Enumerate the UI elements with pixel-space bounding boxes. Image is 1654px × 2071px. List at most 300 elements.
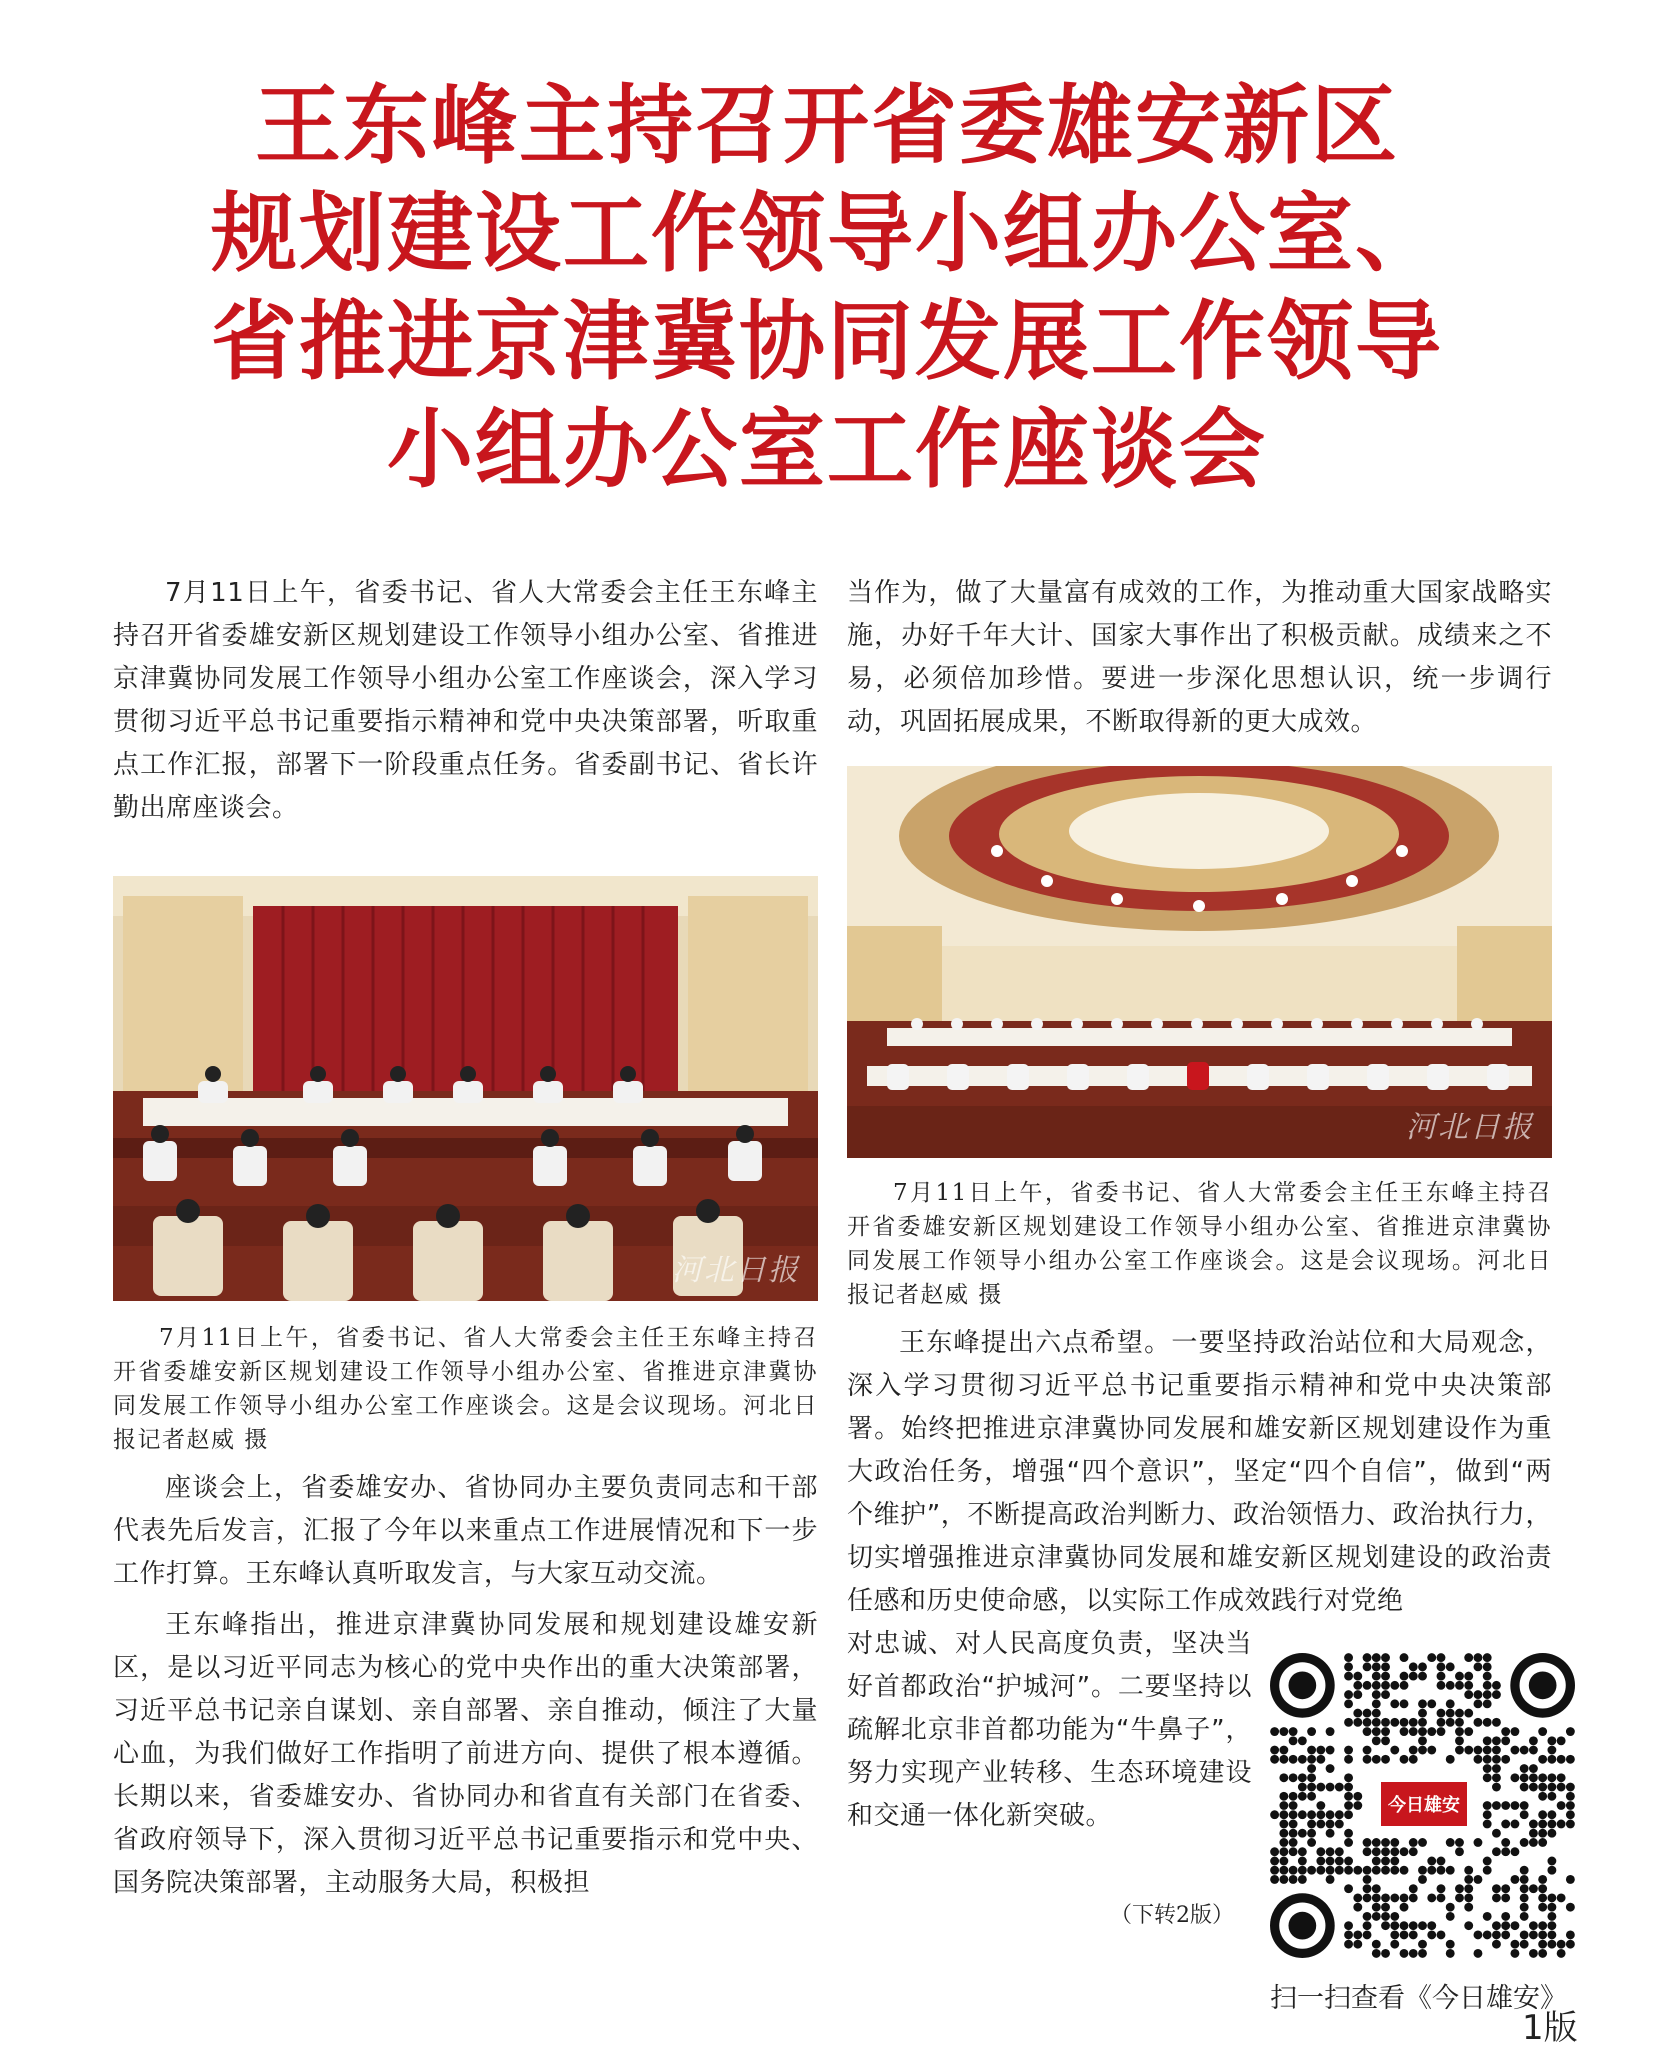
qr-module [1464,1690,1473,1699]
qr-module [1437,1884,1446,1893]
qr-module [1372,1884,1381,1893]
qr-module [1307,1783,1316,1792]
left-paragraph-3: 王东峰指出，推进京津冀协同发展和规划建设雄安新区，是以习近平同志为核心的党中央作出的重大决策部署，习近平总书记亲自谋划、亲自部署、亲自推动，倾注了大量心血，为我们做好工作指明了前进方向、提供了根本遵循。长期以来，省委雄安办、省协同办和省直有关部门在省委、省政府领导下，深入贯彻习近平总书记重要指示和党中央、国务院决策部署，主动服务大局，积极担 [113,1610,818,1898]
qr-module [1547,1866,1556,1875]
qr-module [1492,1801,1501,1810]
qr-module [1418,1727,1427,1736]
qr-module [1455,1838,1464,1847]
qr-module [1353,1940,1362,1949]
qr-module [1372,1857,1381,1866]
qr-module [1446,1709,1455,1718]
qr-module [1298,1847,1307,1856]
qr-module [1344,1653,1353,1662]
qr-module [1446,1903,1455,1912]
qr-module [1298,1773,1307,1782]
qr-module [1529,1921,1538,1930]
qr-module [1400,1949,1409,1958]
qr-module [1520,1912,1529,1921]
qr-module [1418,1949,1427,1958]
qr-module [1326,1764,1335,1773]
qr-module [1483,1820,1492,1829]
qr-module [1344,1829,1353,1838]
qr-module [1390,1866,1399,1875]
qr-module [1298,1875,1307,1884]
qr-module [1344,1690,1353,1699]
qr-module [1501,1838,1510,1847]
qr-module [1372,1847,1381,1856]
qr-module [1409,1921,1418,1930]
qr-module [1437,1709,1446,1718]
qr-module [1372,1838,1381,1847]
qr-module [1289,1875,1298,1884]
qr-module [1298,1857,1307,1866]
qr-module [1566,1810,1575,1819]
qr-module [1400,1866,1409,1875]
qr-module [1446,1681,1455,1690]
qr-module [1483,1755,1492,1764]
page-number: 1版 [1522,2008,1578,2048]
qr-module [1372,1699,1381,1708]
qr-module [1520,1903,1529,1912]
qr-module [1316,1746,1325,1755]
qr-module [1353,1893,1362,1902]
qr-module [1381,1681,1390,1690]
qr-module [1510,1847,1519,1856]
qr-module [1353,1866,1362,1875]
qr-module [1390,1746,1399,1755]
qr-module [1547,1810,1556,1819]
qr-module [1566,1903,1575,1912]
qr-module [1427,1746,1436,1755]
qr-module [1520,1866,1529,1875]
qr-module [1409,1755,1418,1764]
qr-module [1529,1783,1538,1792]
qr-module [1474,1838,1483,1847]
qr-module [1363,1709,1372,1718]
qr-module [1547,1829,1556,1838]
qr-module [1464,1903,1473,1912]
qr-module [1363,1930,1372,1939]
qr-module [1547,1912,1556,1921]
qr-module [1270,1727,1279,1736]
left-paragraph-2: 座谈会上，省委雄安办、省协同办主要负责同志和干部代表先后发言，汇报了今年以来重点工作进展情况和下一步工作打算。王东峰认真听取发言，与大家互动交流。 [113,1473,818,1589]
qr-module [1474,1930,1483,1939]
qr-module [1409,1838,1418,1847]
qr-module [1307,1755,1316,1764]
continue-note: （下转2版） [1110,1903,1234,1928]
qr-module [1279,1820,1288,1829]
qr-logo: 今日雄安 [1378,1779,1470,1829]
qr-module [1474,1875,1483,1884]
qr-module [1474,1690,1483,1699]
qr-module [1409,1718,1418,1727]
qr-module [1289,1792,1298,1801]
qr-module [1381,1736,1390,1745]
qr-module [1335,1857,1344,1866]
qr-module [1400,1681,1409,1690]
qr-module [1557,1893,1566,1902]
qr-module [1474,1949,1483,1958]
qr-module [1492,1930,1501,1939]
qr-module [1455,1736,1464,1745]
qr-module [1529,1838,1538,1847]
qr-module [1538,1755,1547,1764]
qr-module [1289,1829,1298,1838]
qr-module [1279,1838,1288,1847]
qr-module [1400,1903,1409,1912]
qr-module [1483,1912,1492,1921]
qr-module [1335,1783,1344,1792]
qr-module [1390,1930,1399,1939]
qr-module [1557,1801,1566,1810]
qr-module [1289,1847,1298,1856]
qr-module [1520,1884,1529,1893]
qr-module [1483,1866,1492,1875]
qr-module [1483,1662,1492,1671]
qr-module [1520,1801,1529,1810]
qr-module [1483,1857,1492,1866]
qr-module [1501,1736,1510,1745]
qr-module [1316,1847,1325,1856]
qr-module [1455,1893,1464,1902]
qr-module [1464,1681,1473,1690]
right-paragraph-3: 对忠诚、对人民高度负责，坚决当好首都政治“护城河”。二要坚持以疏解北京非首都功能为“牛鼻子”，努力实现产业转移、生态环境建设和交通一体化新突破。 [847,1629,1252,1831]
qr-module [1427,1893,1436,1902]
qr-code[interactable] [1270,1653,1575,1958]
qr-module [1520,1783,1529,1792]
qr-module [1335,1847,1344,1856]
qr-module [1363,1746,1372,1755]
qr-module [1483,1773,1492,1782]
qr-module [1372,1893,1381,1902]
qr-module [1372,1903,1381,1912]
qr-module [1381,1653,1390,1662]
qr-module [1344,1783,1353,1792]
qr-module [1326,1875,1335,1884]
qr-module [1529,1773,1538,1782]
qr-module [1344,1930,1353,1939]
qr-module [1455,1672,1464,1681]
qr-module [1427,1699,1436,1708]
qr-module [1566,1930,1575,1939]
qr-module [1483,1690,1492,1699]
qr-module [1492,1773,1501,1782]
qr-module [1566,1801,1575,1810]
qr-module [1418,1718,1427,1727]
qr-module [1326,1727,1335,1736]
qr-module [1381,1727,1390,1736]
qr-module [1372,1672,1381,1681]
qr-module [1270,1866,1279,1875]
qr-module [1344,1866,1353,1875]
qr-module [1538,1940,1547,1949]
qr-module [1520,1875,1529,1884]
qr-module [1372,1940,1381,1949]
qr-module [1307,1746,1316,1755]
qr-module [1538,1884,1547,1893]
qr-module [1427,1921,1436,1930]
qr-module [1464,1727,1473,1736]
qr-finder-pattern [1529,1671,1557,1699]
qr-module [1446,1755,1455,1764]
qr-module [1372,1662,1381,1671]
qr-module [1307,1727,1316,1736]
qr-module [1437,1662,1446,1671]
qr-module [1566,1820,1575,1829]
qr-module [1344,1718,1353,1727]
left-paragraph-1: 7月11日上午，省委书记、省人大常委会主任王东峰主持召开省委雄安新区规划建设工作领导小组办公室、省推进京津冀协同发展工作领导小组办公室工作座谈会，深入学习贯彻习近平总书记重要指示精神和党中央决策部署，听取重点工作汇报，部署下一阶段重点任务。省委副书记、省长许勤出席座谈会。 [113,578,818,823]
qr-module [1307,1820,1316,1829]
qr-module [1363,1718,1372,1727]
qr-module [1501,1727,1510,1736]
qr-module [1566,1792,1575,1801]
qr-module [1353,1903,1362,1912]
qr-module [1372,1718,1381,1727]
qr-module [1418,1662,1427,1671]
qr-module [1566,1783,1575,1792]
qr-module [1501,1884,1510,1893]
qr-module [1474,1662,1483,1671]
qr-module [1455,1709,1464,1718]
qr-module [1510,1746,1519,1755]
qr-module [1557,1940,1566,1949]
qr-module [1289,1773,1298,1782]
qr-module [1427,1727,1436,1736]
qr-module [1400,1727,1409,1736]
qr-module [1520,1746,1529,1755]
qr-module [1446,1940,1455,1949]
qr-module [1326,1746,1335,1755]
qr-module [1566,1875,1575,1884]
qr-module [1289,1820,1298,1829]
qr-module [1474,1718,1483,1727]
qr-module [1316,1857,1325,1866]
qr-module [1372,1727,1381,1736]
qr-module [1344,1662,1353,1671]
qr-module [1279,1727,1288,1736]
qr-module [1520,1940,1529,1949]
qr-module [1446,1838,1455,1847]
qr-module [1455,1727,1464,1736]
qr-module [1326,1820,1335,1829]
qr-module [1446,1866,1455,1875]
qr-module [1437,1866,1446,1875]
qr-module [1547,1746,1556,1755]
qr-module [1279,1801,1288,1810]
qr-module [1298,1736,1307,1745]
qr-module [1344,1810,1353,1819]
qr-module [1455,1681,1464,1690]
qr-module [1363,1875,1372,1884]
qr-module [1353,1930,1362,1939]
qr-module [1372,1912,1381,1921]
qr-module [1437,1672,1446,1681]
qr-module [1437,1718,1446,1727]
qr-module [1547,1930,1556,1939]
qr-module [1492,1681,1501,1690]
qr-module [1353,1690,1362,1699]
qr-module [1381,1662,1390,1671]
qr-module [1474,1746,1483,1755]
qr-module [1510,1820,1519,1829]
qr-module [1409,1727,1418,1736]
qr-module [1455,1884,1464,1893]
qr-module [1501,1755,1510,1764]
qr-module [1529,1764,1538,1773]
qr-module [1538,1773,1547,1782]
right-paragraph-2: 王东峰提出六点希望。一要坚持政治站位和大局观念，深入学习贯彻习近平总书记重要指示精神和党中央决策部署。始终把推进京津冀协同发展和雄安新区规划建设作为重大政治任务，增强“四个意识”，坚定“四个自信”，做到“两个维护”，不断提高政治判断力、政治领悟力、政治执行力，切实增强推进京津冀协同发展和雄安新区规划建设的政治责任感和历史使命感，以实际工作成效践行对党绝 [847,1328,1552,1616]
qr-module [1307,1866,1316,1875]
qr-module [1289,1801,1298,1810]
qr-module [1316,1866,1325,1875]
qr-module [1289,1838,1298,1847]
qr-module [1289,1727,1298,1736]
qr-module [1381,1949,1390,1958]
qr-module [1418,1940,1427,1949]
qr-module [1464,1875,1473,1884]
qr-module [1381,1903,1390,1912]
qr-module [1520,1773,1529,1782]
qr-module [1372,1866,1381,1875]
qr-module [1492,1755,1501,1764]
right-paragraph-1: 当作为，做了大量富有成效的工作，为推动重大国家战略实施，办好千年大计、国家大事作出了积极贡献。成绩来之不易，必须倍加珍惜。要进一步深化思想认识，统一步调行动，巩固拓展成果，不断取得新的更大成效。 [847,578,1552,737]
qr-module [1446,1949,1455,1958]
qr-module [1418,1699,1427,1708]
left-photo-caption: 7月11日上午，省委书记、省人大常委会主任王东峰主持召开省委雄安新区规划建设工作领导小组办公室、省推进京津冀协同发展工作领导小组办公室工作座谈会。这是会议现场。河北日报记者赵威 摄 [113,1325,818,1453]
qr-module [1353,1672,1362,1681]
qr-module [1363,1921,1372,1930]
qr-module [1483,1681,1492,1690]
qr-module [1270,1755,1279,1764]
qr-module [1538,1792,1547,1801]
qr-module [1372,1949,1381,1958]
qr-module [1344,1792,1353,1801]
qr-module [1363,1893,1372,1902]
qr-module [1335,1866,1344,1875]
qr-module [1381,1718,1390,1727]
qr-module [1501,1893,1510,1902]
qr-module [1372,1736,1381,1745]
qr-module [1363,1755,1372,1764]
qr-label: 扫一扫查看《今日雄安》 [1270,1983,1567,2014]
qr-module [1437,1653,1446,1662]
headline-line-4: 小组办公室工作座谈会 [387,399,1267,500]
qr-module [1390,1921,1399,1930]
qr-module [1344,1755,1353,1764]
qr-module [1529,1736,1538,1745]
qr-module [1464,1884,1473,1893]
qr-module [1298,1792,1307,1801]
qr-module [1520,1838,1529,1847]
qr-module [1270,1847,1279,1856]
left-column [113,572,818,1905]
qr-module [1510,1773,1519,1782]
qr-module [1501,1820,1510,1829]
qr-module [1390,1893,1399,1902]
qr-module [1538,1810,1547,1819]
qr-module [1492,1690,1501,1699]
qr-module [1547,1783,1556,1792]
qr-module [1492,1884,1501,1893]
qr-module [1538,1930,1547,1939]
qr-module [1455,1847,1464,1856]
qr-module [1400,1755,1409,1764]
qr-module [1557,1773,1566,1782]
qr-module [1510,1921,1519,1930]
qr-module [1557,1755,1566,1764]
qr-module [1464,1709,1473,1718]
qr-module [1381,1690,1390,1699]
qr-module [1409,1949,1418,1958]
qr-module [1501,1847,1510,1856]
qr-module [1316,1810,1325,1819]
qr-module [1307,1764,1316,1773]
qr-module [1363,1662,1372,1671]
qr-module [1372,1755,1381,1764]
qr-module [1557,1820,1566,1829]
qr-module [1279,1773,1288,1782]
qr-module [1501,1930,1510,1939]
qr-module [1363,1866,1372,1875]
qr-module [1418,1838,1427,1847]
qr-module [1390,1718,1399,1727]
qr-module [1270,1746,1279,1755]
qr-module [1566,1727,1575,1736]
qr-module [1279,1875,1288,1884]
qr-module [1547,1940,1556,1949]
qr-module [1381,1755,1390,1764]
qr-module [1409,1893,1418,1902]
qr-module [1390,1847,1399,1856]
qr-module [1326,1857,1335,1866]
qr-module [1363,1653,1372,1662]
right-column [847,572,1552,1838]
qr-module [1381,1857,1390,1866]
qr-module [1557,1736,1566,1745]
qr-module [1363,1847,1372,1856]
meeting-photo-right [847,766,1552,1158]
qr-module [1455,1718,1464,1727]
qr-module [1390,1681,1399,1690]
qr-module [1363,1912,1372,1921]
qr-module [1437,1681,1446,1690]
qr-module [1547,1773,1556,1782]
qr-module [1344,1884,1353,1893]
qr-module [1400,1921,1409,1930]
qr-module [1446,1912,1455,1921]
qr-module [1307,1792,1316,1801]
photo-watermark: 河北日报 [672,1253,800,1288]
qr-module [1344,1801,1353,1810]
qr-module [1418,1736,1427,1745]
qr-module [1464,1866,1473,1875]
qr-module [1492,1718,1501,1727]
qr-module [1547,1893,1556,1902]
qr-module [1363,1884,1372,1893]
qr-module [1492,1764,1501,1773]
qr-module [1335,1820,1344,1829]
qr-module [1547,1736,1556,1745]
qr-module [1529,1949,1538,1958]
qr-module [1390,1940,1399,1949]
qr-module [1483,1810,1492,1819]
qr-module [1372,1653,1381,1662]
qr-module [1409,1884,1418,1893]
qr-module [1344,1940,1353,1949]
qr-module [1307,1829,1316,1838]
qr-module [1372,1690,1381,1699]
qr-module [1279,1866,1288,1875]
